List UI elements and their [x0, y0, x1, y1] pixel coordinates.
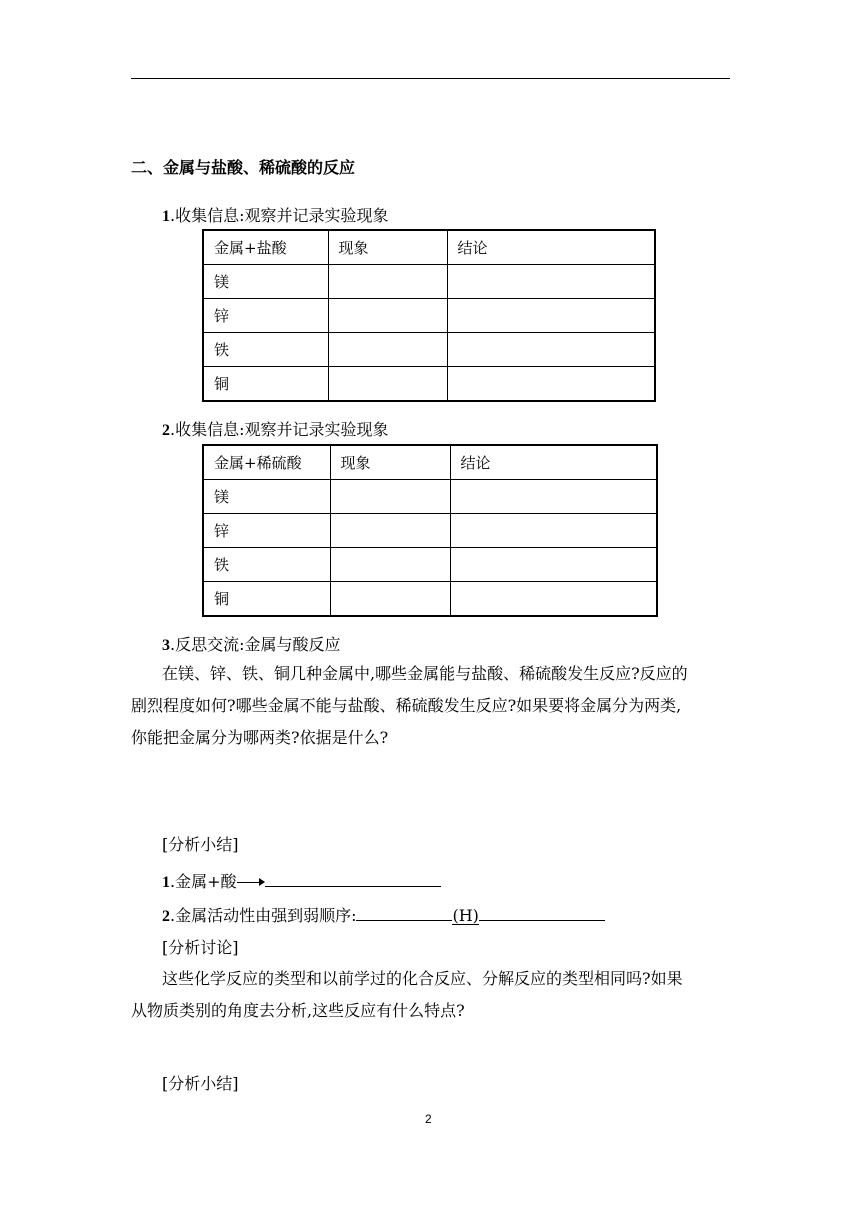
observation-cell[interactable]: [330, 548, 450, 582]
summary-line-1: [162, 868, 441, 892]
table-row: [203, 299, 655, 333]
observation-cell[interactable]: [328, 299, 447, 333]
table-row: [203, 367, 655, 402]
table-row: [203, 582, 657, 617]
table-header-cell: 现象: [328, 230, 447, 265]
table-row: [203, 514, 657, 548]
item-3-number: 3: [162, 637, 170, 654]
discussion-paragraph: [131, 963, 731, 1027]
metal-cell: 镁: [203, 265, 328, 299]
conclusion-cell[interactable]: [450, 548, 657, 582]
item-1-number: 1: [162, 208, 170, 225]
table-header-cell: 结论: [447, 230, 655, 265]
question-line: 剧烈程度如何?哪些金属不能与盐酸、稀硫酸发生反应?如果要将金属分为两类,: [131, 696, 682, 715]
table-header-row: [203, 445, 657, 480]
table-header-cell: 现象: [330, 445, 450, 480]
conclusion-cell[interactable]: [447, 299, 655, 333]
observation-cell[interactable]: [330, 514, 450, 548]
section-title: 二、金属与盐酸、稀硫酸的反应: [131, 158, 356, 177]
question-line: 你能把金属分为哪两类?依据是什么?: [131, 728, 389, 747]
metal-cell: 铜: [203, 367, 328, 402]
observation-cell[interactable]: [328, 333, 447, 367]
hydrochloric-acid-table: [202, 229, 656, 402]
question-line: 在镁、锌、铁、铜几种金属中,哪些金属能与盐酸、稀硫酸发生反应?反应的: [162, 664, 688, 683]
table-header-cell: 结论: [450, 445, 657, 480]
observation-cell[interactable]: [328, 265, 447, 299]
item-2: [162, 417, 388, 440]
conclusion-cell[interactable]: [450, 480, 657, 514]
conclusion-cell[interactable]: [450, 514, 657, 548]
answer-blank[interactable]: [479, 902, 605, 921]
observation-cell[interactable]: [330, 480, 450, 514]
page-number: 2: [425, 1112, 432, 1126]
item-3: [162, 632, 340, 655]
metal-cell: 锌: [203, 299, 328, 333]
item-2-text: .收集信息:观察并记录实验现象: [170, 420, 389, 439]
summary-line-2-text: .金属活动性由强到弱顺序:: [170, 906, 357, 925]
sulfuric-acid-table: [202, 444, 658, 617]
header-rule: [131, 78, 730, 79]
metal-cell: 铁: [203, 548, 330, 582]
answer-blank[interactable]: [265, 868, 441, 887]
table-row: [203, 548, 657, 582]
conclusion-cell[interactable]: [447, 333, 655, 367]
table-header-row: [203, 230, 655, 265]
answer-blank[interactable]: [356, 902, 452, 921]
arrow-icon: [237, 877, 265, 889]
conclusion-cell[interactable]: [447, 367, 655, 402]
observation-cell[interactable]: [328, 367, 447, 402]
discussion-line: 从物质类别的角度去分析,这些反应有什么特点?: [131, 1001, 465, 1020]
summary-line-2: [162, 902, 605, 926]
metal-cell: 铜: [203, 582, 330, 617]
item-2-number: 2: [162, 422, 170, 439]
summary-line-1-text: .金属+酸: [170, 872, 237, 891]
item-1: [162, 203, 388, 226]
metal-cell: 铁: [203, 333, 328, 367]
metal-cell: 锌: [203, 514, 330, 548]
conclusion-cell[interactable]: [450, 582, 657, 617]
hydrogen-marker: (H): [452, 906, 479, 925]
table-row: [203, 480, 657, 514]
summary-line-1-number: 1: [162, 874, 170, 891]
table-row: [203, 333, 655, 367]
summary-line-2-number: 2: [162, 908, 170, 925]
observation-cell[interactable]: [330, 582, 450, 617]
question-paragraph: [131, 658, 731, 754]
summary-heading-2: [分析小结]: [162, 1074, 239, 1093]
metal-cell: 镁: [203, 480, 330, 514]
table-header-cell: 金属+稀硫酸: [203, 445, 330, 480]
summary-heading: [分析小结]: [162, 835, 239, 854]
discussion-heading: [分析讨论]: [162, 938, 239, 957]
conclusion-cell[interactable]: [447, 265, 655, 299]
item-3-text: .反思交流:金属与酸反应: [170, 635, 341, 654]
item-1-text: .收集信息:观察并记录实验现象: [170, 206, 389, 225]
discussion-line: 这些化学反应的类型和以前学过的化合反应、分解反应的类型相同吗?如果: [162, 969, 683, 988]
table-row: [203, 265, 655, 299]
table-header-cell: 金属+盐酸: [203, 230, 328, 265]
